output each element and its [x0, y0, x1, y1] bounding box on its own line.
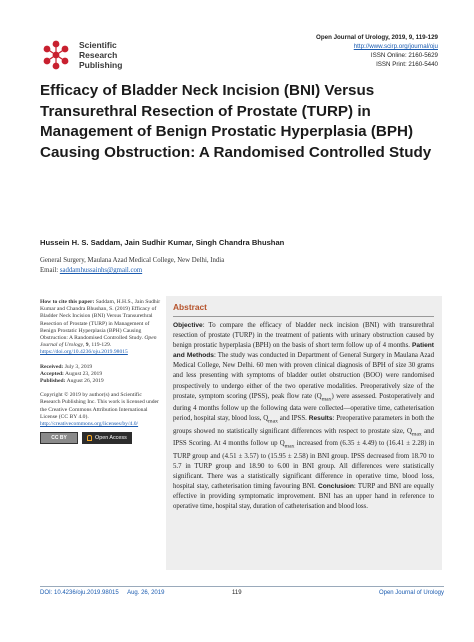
received-date: Received: July 3, 2019	[40, 363, 93, 370]
results-label: Results	[308, 415, 333, 423]
paper-title: Efficacy of Bladder Neck Incision (BNI) Versus Transurethral Resection of Prostate (TURP) in Management of Benign Prostatic Hyperplasia (BPH) Causing Obstruction: A Randomised Controlled Study	[40, 82, 432, 161]
cite-doi-link[interactable]: https://doi.org/10.4236/oju.2019.98015	[40, 349, 128, 356]
publisher-logo	[39, 38, 122, 72]
cite-label: How to cite this paper:	[40, 299, 95, 305]
footer-divider	[40, 586, 444, 587]
publisher-line-2: Research	[79, 50, 118, 60]
cite-pages: , 119-129.	[88, 342, 112, 349]
footer-journal: Open Journal of Urology	[378, 590, 444, 596]
journal-url-link[interactable]: http://www.scirp.org/journal/oju	[353, 43, 438, 50]
copyright-notice: Copyright © 2019 by author(s) and Scientific Research Publishing Inc. This work is licensed under the Creative Commons Attribution International License (CC BY 4.0).	[40, 392, 159, 420]
license-badges	[40, 432, 162, 444]
abstract-text: Objective: To compare the efficacy of bladder neck incision (BNI) with transurethral resection of prostate (TURP) in the treatment of patients with urinary obstruction caused by benign prostatic hyperplasia (BPH) on the basis of short term follow up of 4 months. Patient and Methods: The study was conducted in Department of General Surgery in Maulana Azad Medical College, New Delhi. 60 men with proven clinical diagnosis of BPH of size 30 grams and less presenting with symptoms of bladder outlet obstruction (BOO) were randomised prospectively to undergo either of the two operative modalities. Preoperatively size of the prostate, symptom scoring (IPSS), peak flow rate $(Q_{max})$ were assessed. Postoperatively and during 4 months follow up the following data were collected—operative time, catheterisation period, hospital stay, blood loss, $Q_{max}$ and IPSS. Results: Preoperative parameters in both the groups showed no statistically significant differences with respect to prostate size, $Q_{max}$ and IPSS Scoring. At 4 months follow up $Q_{max}$ increased from (6.35 ± 4.49) to (16.41 ± 2.28) in TURP group and (4.51 ± 3.57) to (15.95 ± 2.58) in BNI group. IPSS decreased from 18.70 to 5.7 in TURP group and 18.90 to 6.00 in BNI group. All differences were statistically significant. There was a statistically significant difference in operative time, blood loss, hospital stay, catheterisation timing favouring BNI. Conclusion: TURP and BNI are equally effective in providing symptomatic improvement. BNI has an upper hand in reference to operative time, hospital stay, duration of catheterisation and blood loss.	[173, 322, 434, 511]
published-date: Published: August 26, 2019	[40, 378, 104, 385]
objective-label: Objective	[173, 322, 203, 329]
conclusion-label: Conclusion	[317, 482, 354, 490]
affiliation	[40, 256, 224, 276]
author-list: Hussein H. S. Saddam, Jain Sudhir Kumar, Singh Chandra Bhushan	[40, 238, 285, 247]
methods-label: Patient and Methods	[173, 342, 434, 360]
open-lock-icon	[87, 435, 92, 441]
open-access-label: Open Access	[95, 434, 127, 441]
issn-print: ISSN Print: 2160-5440	[376, 61, 438, 68]
email-label: Email:	[40, 267, 60, 274]
page-number: 119	[232, 590, 242, 596]
abstract-heading: Abstract	[173, 302, 434, 317]
open-access-badge	[82, 432, 132, 444]
journal-info	[316, 33, 438, 69]
accepted-date: Accepted: August 23, 2019	[40, 370, 103, 377]
publisher-line-1: Scientific	[79, 40, 117, 50]
issn-online: ISSN Online: 2160-5629	[370, 52, 438, 59]
license-link[interactable]: http://creativecommons.org/licenses/by/4.0/	[40, 421, 139, 428]
cite-text: Saddam, H.H.S., Jain Sudhir Kumar and Chandra Bhushan, S. (2019) Efficacy of Bladder Neck Incision (BNI) Versus Transurethral Resection of Prostate (TURP) in Management of Benign Prostatic Hyperplasia (BPH) Causing Obstruction: A Randomised Controlled Study.	[40, 299, 161, 342]
cite-journal: Open Journal of Urology	[40, 335, 157, 349]
email-link[interactable]: saddamhussainhs@gmail.com	[59, 267, 143, 274]
journal-citation: Open Journal of Urology, 2019, 9, 119-129	[316, 34, 438, 41]
cc-by-badge-icon: CC BY	[40, 432, 78, 444]
abstract-box	[166, 296, 442, 570]
citation-block: How to cite this paper: Saddam, H.H.S., Jain Sudhir Kumar and Chandra Bhushan, S. (2019) Efficacy of Bladder Neck Incision (BNI) Versus Transurethral Resection of Prostate (TURP) in Management of Benign Prostatic Hyperplasia (BPH) Causing Obstruction: A Randomised Controlled Study. Open Journal of Urology, 9, 119-129. https://doi.org/10.4236/oju.2019.98015	[40, 299, 161, 356]
scirp-logo-icon	[39, 38, 73, 72]
cite-volume: 9	[85, 342, 89, 349]
article-sidebar	[40, 299, 162, 444]
affiliation-department: General Surgery, Maulana Azad Medical College, New Delhi, India	[40, 257, 225, 264]
publisher-line-3: Publishing	[79, 60, 123, 70]
footer-doi-date: DOI: 10.4236/oju.2019.98015 Aug. 26, 2019	[40, 590, 165, 596]
